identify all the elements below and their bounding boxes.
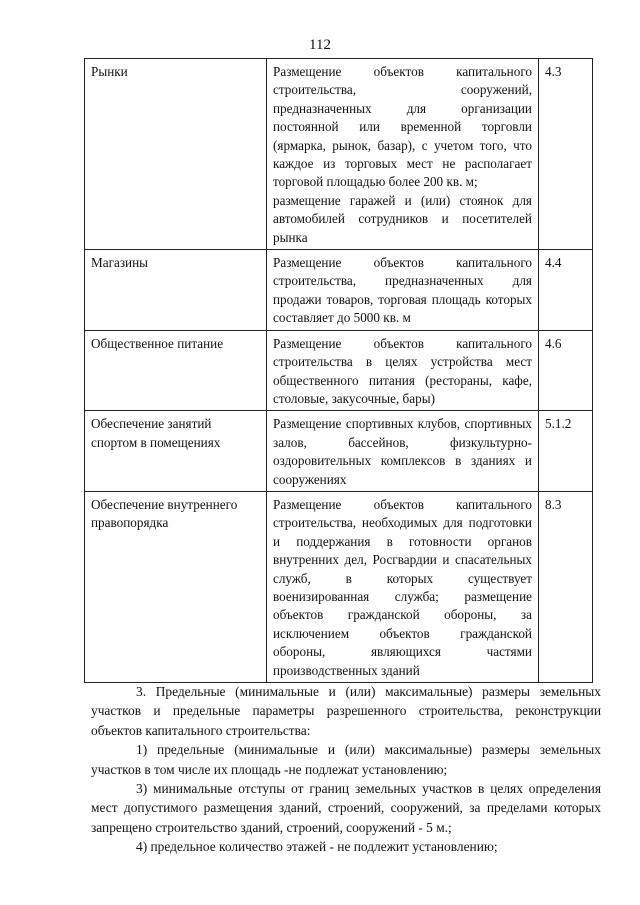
regulations-text: [91, 682, 601, 857]
use-code-cell: 4.4: [539, 250, 593, 331]
paragraph: 4) предельное количество этажей - не подлежит установлению;: [136, 839, 498, 855]
paragraph: 3) минимальные отступы от границ земельных участков в целях определения мест допустимого размещения зданий, строений, сооружений, за пределами которых запрещено строительство зданий, строений, сооружений - 5 м.;: [91, 781, 601, 835]
table-row: [85, 59, 593, 250]
use-code-cell: 4.3: [539, 59, 593, 250]
paragraph: 1) предельные (минимальные и (или) максимальные) размеры земельных участков в том числе их площадь -не подлежат установлению;: [91, 742, 601, 777]
paragraph: 3. Предельные (минимальные и (или) максимальные) размеры земельных участков и предельные параметры разрешенного строительства, реконструкции объектов капитального строительства:: [91, 684, 601, 738]
use-code-cell: 8.3: [539, 491, 593, 682]
use-description-cell: [267, 59, 539, 250]
land-use-table: [84, 58, 593, 683]
use-name-cell: Рынки: [85, 59, 267, 250]
use-code-cell: 5.1.2: [539, 411, 593, 492]
use-code-cell: 4.6: [539, 330, 593, 411]
table-row: [85, 491, 593, 682]
description-text: Размещение объектов капитального строительства, сооружений, предназначенных для организации постоянной или временной торговли (ярмарка, рынок, базар), с учетом того, что каждое из торговых мест не располагает торговой площадью более 200 кв. м; размещение гаражей и (или) стоянок для автомобилей сотрудников и посетителей рынка: [273, 64, 532, 245]
use-description-cell: Размещение объектов капитального строительства, предназначенных для продажи товаров, торговая площадь которых составляет до 5000 кв. м: [267, 250, 539, 331]
use-description-cell: Размещение объектов капитального строительства, необходимых для подготовки и поддержания в готовности органов внутренних дел, Росгвардии и спасательных служб, в которых существует военизированная служба; размещение объектов гражданской обороны, за исключением объектов гражданской обороны, являющихся частями производственных зданий: [267, 491, 539, 682]
use-name-cell: Обеспечение внутреннего правопорядка: [85, 491, 267, 682]
use-name-cell: Магазины: [85, 250, 267, 331]
use-description-cell: Размещение спортивных клубов, спортивных залов, бассейнов, физкультурно-оздоровительных комплексов в зданиях и сооружениях: [267, 411, 539, 492]
use-name-cell: Обеспечение занятий спортом в помещениях: [85, 411, 267, 492]
use-description-cell: Размещение объектов капитального строительства в целях устройства мест общественного питания (рестораны, кафе, столовые, закусочные, бары): [267, 330, 539, 411]
table-row: [85, 411, 593, 492]
use-name-cell: Общественное питание: [85, 330, 267, 411]
table-row: [85, 250, 593, 331]
table-row: [85, 330, 593, 411]
page-number: 112: [309, 37, 331, 53]
